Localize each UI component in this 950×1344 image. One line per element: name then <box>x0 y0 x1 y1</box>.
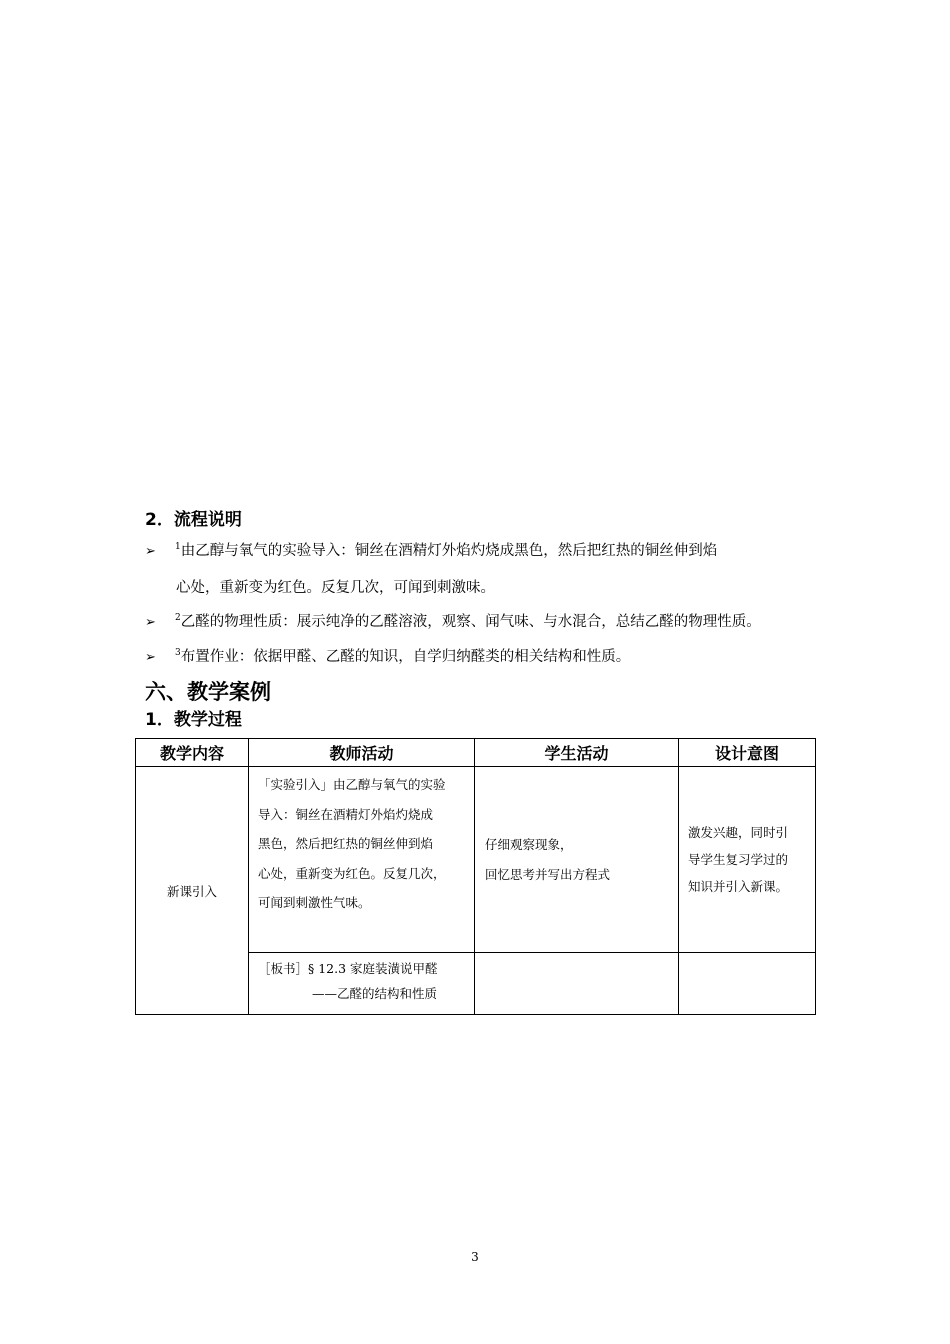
footnote-ref: 2 <box>175 613 181 624</box>
header-content: 教学内容 <box>136 739 249 767</box>
table-header-row <box>136 739 816 767</box>
cell-teacher-board <box>249 953 475 1015</box>
teaching-process-table <box>135 738 816 1015</box>
cell-design-empty <box>679 953 816 1015</box>
student-line: 仔细观察现象， <box>485 836 573 852</box>
arrow-bullet-icon: ➢ <box>145 544 156 559</box>
flow-bullet-3 <box>145 647 630 668</box>
teacher-line: 「实验引入」由乙醇与氧气的实验 <box>258 777 446 792</box>
board-line: ［板书］§ 12.3 家庭装潢说甲醛 <box>258 961 438 976</box>
cell-content: 新课引入 <box>136 767 249 1015</box>
footnote-ref: 1 <box>175 542 181 553</box>
subsection-title-process: 1．教学过程 <box>145 710 242 730</box>
cell-student-empty <box>475 953 679 1015</box>
design-line: 激发兴趣，同时引 <box>688 825 789 840</box>
teacher-line: 可闻到刺激性气味。 <box>258 895 371 910</box>
bullet-text: 乙醛的物理性质：展示纯净的乙醛溶液，观察、闻气味、与水混合，总结乙醛的物理性质。 <box>180 614 761 630</box>
page-number: 3 <box>471 1250 479 1264</box>
header-design: 设计意图 <box>679 739 816 767</box>
board-line: ——乙醛的结构和性质 <box>312 986 438 1001</box>
cell-teacher <box>249 767 475 953</box>
arrow-bullet-icon: ➢ <box>145 650 156 665</box>
design-line: 导学生复习学过的 <box>688 852 789 867</box>
footnote-ref: 3 <box>175 648 181 659</box>
flow-bullet-1-continuation: 心处，重新变为红色。反复几次，可闻到刺激味。 <box>176 580 495 596</box>
section-title-case: 六、教学案例 <box>145 680 271 704</box>
teacher-line: 心处，重新变为红色。反复几次， <box>258 865 446 881</box>
header-teacher: 教师活动 <box>249 739 475 767</box>
cell-design <box>679 767 816 953</box>
cell-student <box>475 767 679 953</box>
bullet-text: 布置作业：依据甲醛、乙醛的知识，自学归纳醛类的相关结构和性质。 <box>180 649 631 665</box>
design-line: 知识并引入新课。 <box>688 879 789 894</box>
header-student: 学生活动 <box>475 739 679 767</box>
student-line: 回忆思考并写出方程式 <box>485 866 611 882</box>
flow-bullet-2 <box>145 612 761 633</box>
arrow-bullet-icon: ➢ <box>145 615 156 630</box>
section-title-flow: 2．流程说明 <box>145 510 242 530</box>
teacher-line: 导入：铜丝在酒精灯外焰灼烧成 <box>258 806 434 822</box>
flow-bullet-1 <box>145 541 717 562</box>
table-row <box>136 767 816 953</box>
teacher-line: 黑色，然后把红热的铜丝伸到焰 <box>258 836 434 851</box>
bullet-text: 由乙醇与氧气的实验导入：铜丝在酒精灯外焰灼烧成黑色，然后把红热的铜丝伸到焰 <box>180 543 718 559</box>
